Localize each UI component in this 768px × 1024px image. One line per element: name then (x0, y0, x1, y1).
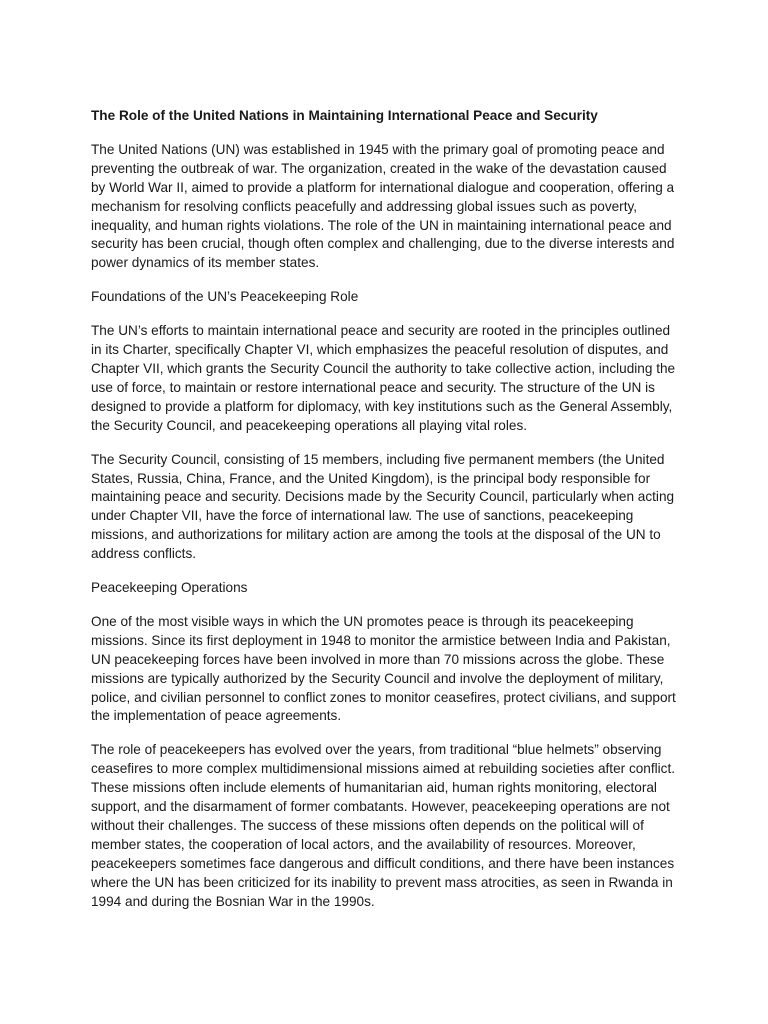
section-heading-foundations: Foundations of the UN’s Peacekeeping Role (91, 289, 359, 305)
section-heading-peacekeeping: Peacekeeping Operations (91, 580, 248, 596)
paragraph-security-council: The Security Council, consisting of 15 members, including five permanent members (the United States, Russia, China, France, and the United Kingdom), is the principal body responsible for maintaining peace and security. Decisions made by the Security Council, particularly when acting under Chapter VII, have the force of international law. The use of sanctions, peacekeeping missions, and authorizations for military action are among the tools at the disposal of the UN to address conflicts. (91, 451, 675, 562)
document-title: The Role of the United Nations in Maintaining International Peace and Security (91, 108, 598, 123)
paragraph-introduction: The United Nations (UN) was established in 1945 with the primary goal of promoting peace and preventing the outbreak of war. The organization, created in the wake of the devastation caused by World War II, aimed to provide a platform for international dialogue and cooperation, offering a mechanism for resolving conflicts peacefully and addressing global issues such as poverty, inequality, and human rights violations. The role of the UN in maintaining international peace and security has been crucial, though often complex and challenging, due to the diverse interests and power dynamics of its member states. (91, 141, 675, 271)
paragraph-peacekeeping-missions: One of the most visible ways in which the UN promotes peace is through its peacekeeping missions. Since its first deployment in 1948 to monitor the armistice between India and Pakistan, UN peacekeeping forces have been involved in more than 70 missions across the globe. These missions are typically authorized by the Security Council and involve the deployment of military, police, and civilian personnel to conflict zones to monitor ceasefires, protect civilians, and support the implementation of peace agreements. (91, 613, 676, 724)
document-body (91, 107, 681, 927)
paragraph-charter: The UN’s efforts to maintain international peace and security are rooted in the principles outlined in its Charter, specifically Chapter VI, which emphasizes the peaceful resolution of disputes, and Chapter VII, which grants the Security Council the authority to take collective action, including the use of force, to maintain or restore international peace and security. The structure of the UN is designed to provide a platform for diplomacy, with key institutions such as the General Assembly, the Security Council, and peacekeeping operations all playing vital roles. (91, 323, 676, 433)
paragraph-peacekeeper-role: The role of peacekeepers has evolved over the years, from traditional “blue helmets” observing ceasefires to more complex multidimensional missions aimed at rebuilding societies after conflict. These missions often include elements of humanitarian aid, human rights monitoring, electoral support, and the disarmament of former combatants. However, peacekeeping operations are not without their challenges. The success of these missions often depends on the political will of member states, the cooperation of local actors, and the availability of resources. Moreover, peacekeepers sometimes face dangerous and difficult conditions, and there have been instances where the UN has been criticized for its inability to prevent mass atrocities, as seen in Rwanda in 1994 and during the Bosnian War in the 1990s. (91, 742, 676, 909)
